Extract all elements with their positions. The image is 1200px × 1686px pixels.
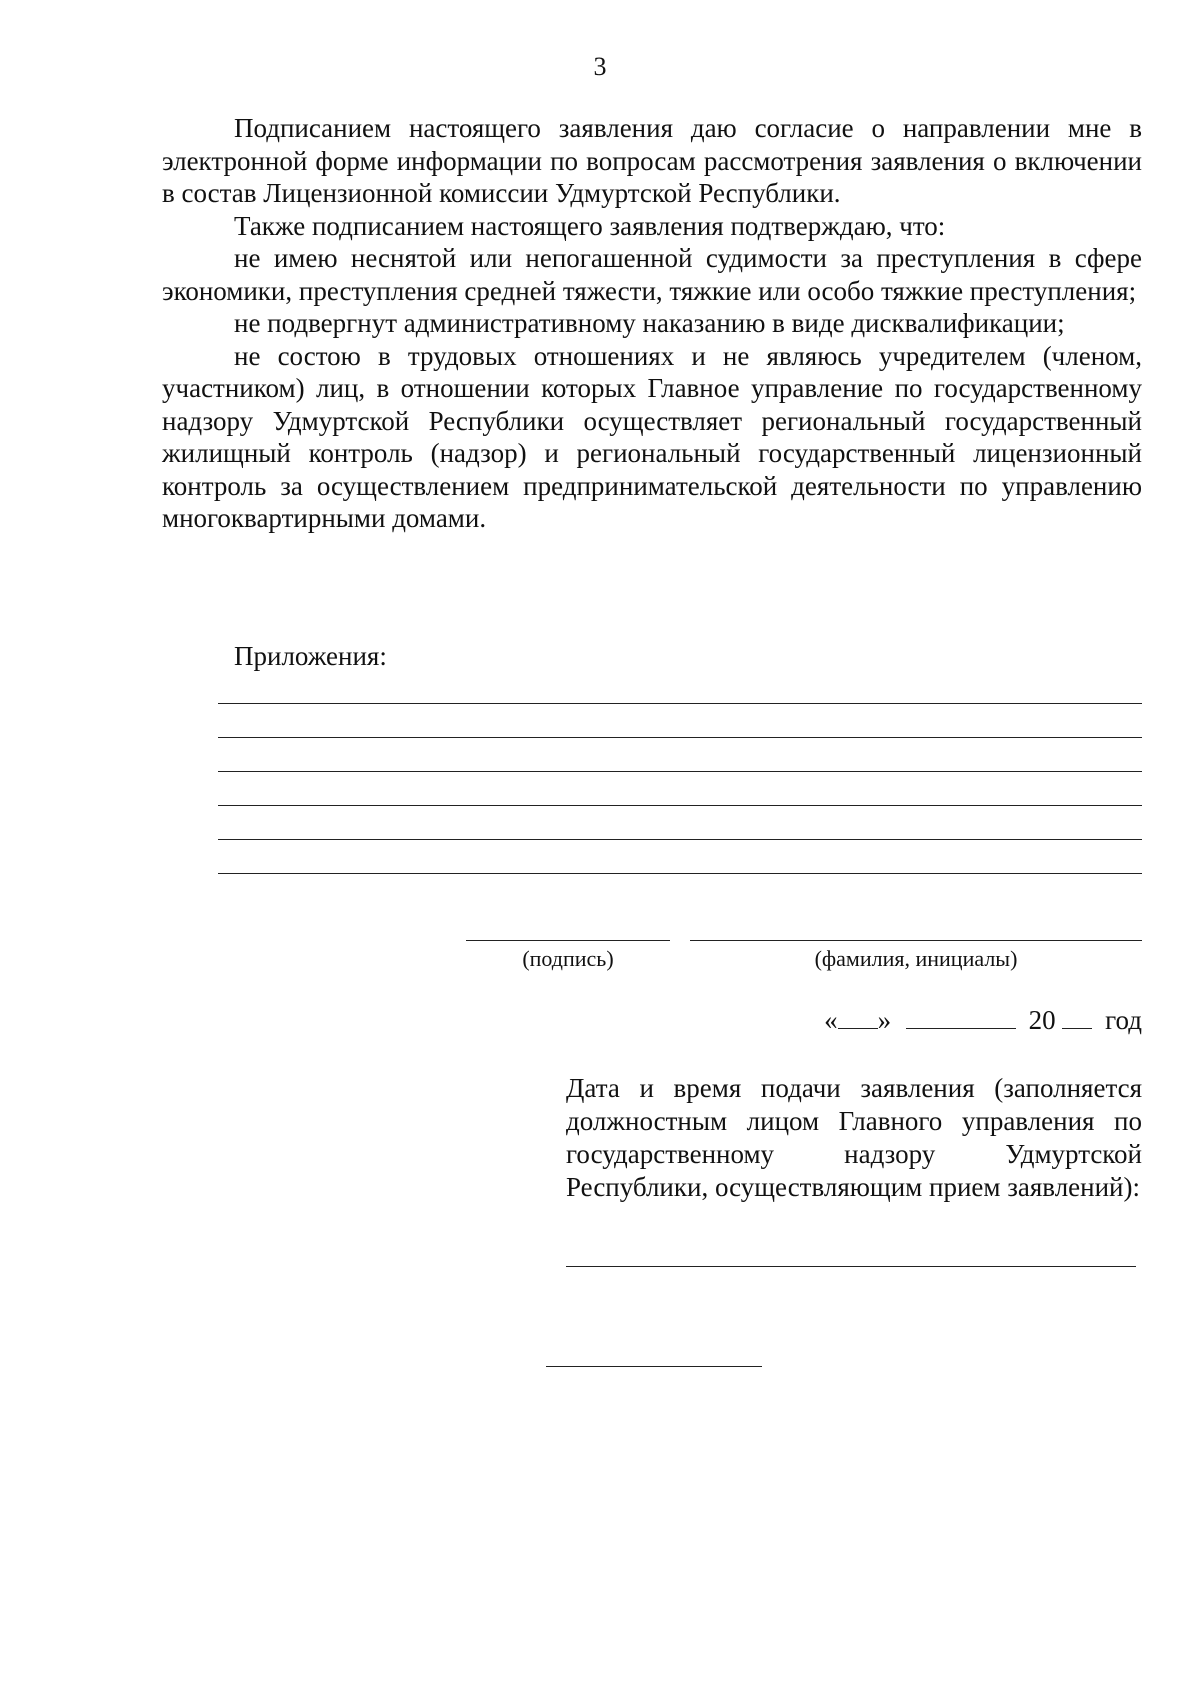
end-separator-line (546, 1366, 762, 1367)
submission-note (566, 1072, 1142, 1204)
name-line[interactable] (690, 940, 1142, 941)
century-text: 20 (1028, 1005, 1056, 1035)
open-quote: « (824, 1005, 838, 1035)
attachment-line-1[interactable] (218, 703, 1142, 704)
signature-line[interactable] (466, 940, 670, 941)
attachment-line-6[interactable] (218, 873, 1142, 874)
date-row (824, 1004, 1142, 1036)
attachment-line-5[interactable] (218, 839, 1142, 840)
signature-caption: (подпись) (522, 946, 614, 971)
attachment-line-2[interactable] (218, 737, 1142, 738)
paragraph-no-conviction: не имею неснятой или непогашенной судимости за преступления в сфере экономики, преступления средней тяжести, тяжкие или особо тяжкие преступления; (162, 243, 1142, 306)
month-blank[interactable] (906, 1006, 1016, 1029)
paragraph-no-employment: не состою в трудовых отношениях и не являюсь учредителем (членом, участником) лиц, в отношении которых Главное управление по государственному надзору Удмуртской Республики осуществляет региональный государственный жилищный контроль (надзор) и региональный государственный лицензионный контроль за осуществлением предпринимательской деятельности по управлению многоквартирными домами. (162, 340, 1142, 533)
submission-datetime-line[interactable] (566, 1266, 1136, 1267)
paragraph-confirmation-intro: Также подписанием настоящего заявления подтверждаю, что: (234, 210, 946, 241)
attachment-line-4[interactable] (218, 805, 1142, 806)
page-number: 3 (593, 52, 607, 81)
paragraph-consent: Подписанием настоящего заявления даю согласие о направлении мне в электронной форме информации по вопросам рассмотрения заявления о включении в состав Лицензионной комиссии Удмуртской Республики. (162, 113, 1142, 208)
year-word: год (1105, 1005, 1142, 1035)
year-blank[interactable] (1062, 1006, 1092, 1029)
paragraph-no-disqualification: не подвергнут административному наказанию в виде дисквалификации; (234, 308, 1065, 338)
attachment-line-3[interactable] (218, 771, 1142, 772)
submission-note-text: Дата и время подачи заявления (заполняется должностным лицом Главного управления по государственному надзору Удмуртской Республики, осуществляющим прием заявлений): (566, 1073, 1142, 1202)
consent-text (162, 112, 1142, 535)
name-caption: (фамилия, инициалы) (814, 946, 1018, 971)
attachments-label: Приложения: (234, 641, 387, 671)
close-quote: » (877, 1005, 892, 1035)
day-blank[interactable] (838, 1006, 878, 1029)
